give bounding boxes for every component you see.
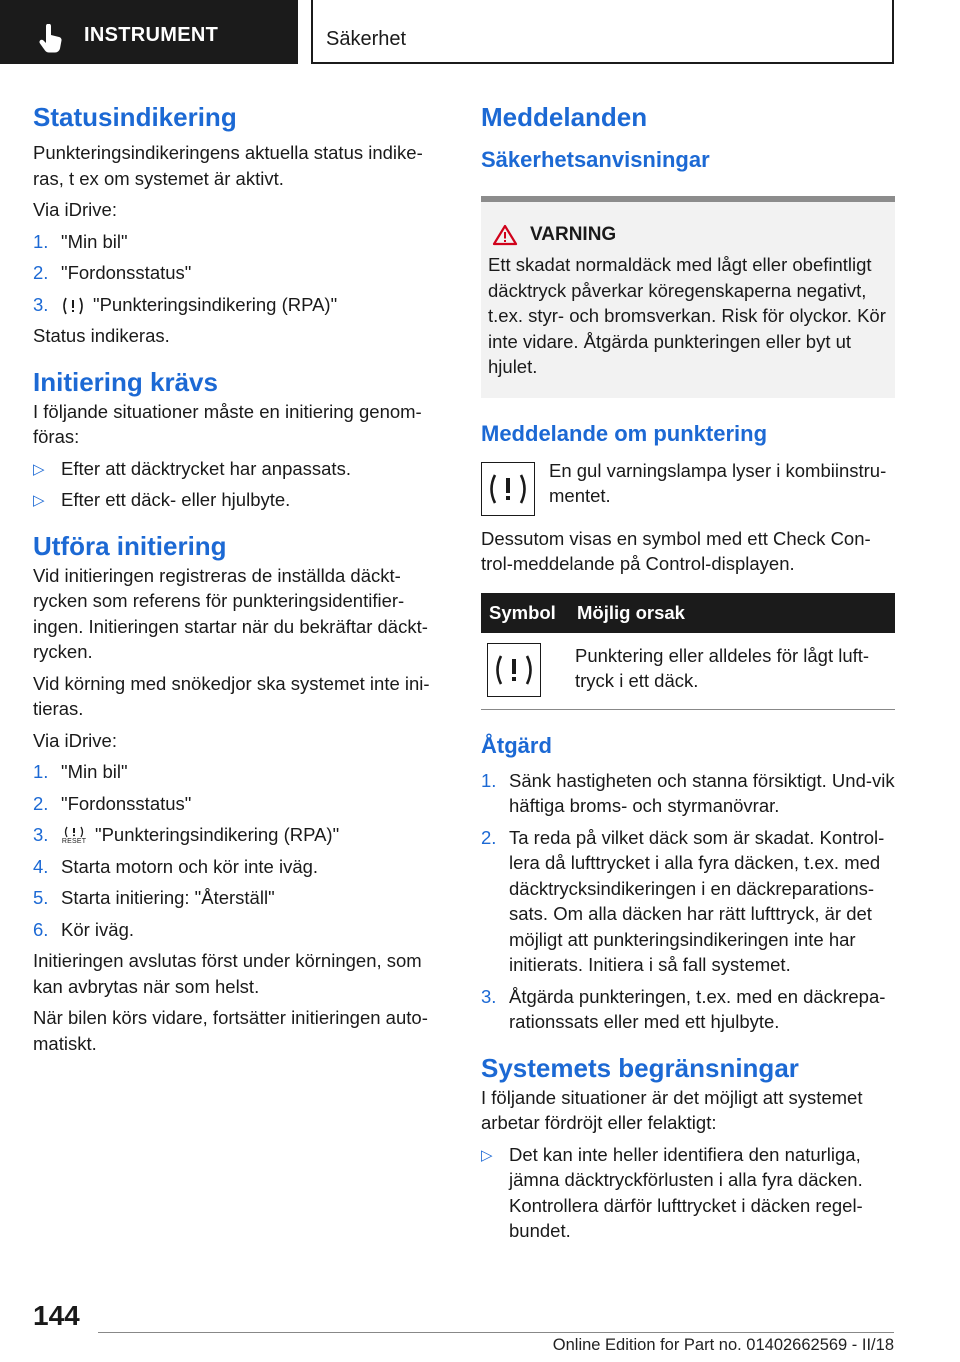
- puncture-message-after: Dessutom visas en symbol med ett Check Con-trol-meddelande på Control-displayen.: [481, 527, 871, 574]
- warning-triangle-icon: [492, 224, 518, 246]
- section-title: Säkerhet: [326, 28, 407, 50]
- perform-steps: [33, 759, 438, 942]
- edition-text: Online Edition for Part no. 01402662569 - II/18: [552, 1336, 894, 1354]
- heading-puncture-message: Meddelande om punktering: [481, 420, 768, 446]
- left-column: [33, 100, 438, 1056]
- heading-messages: Meddelanden: [481, 102, 648, 132]
- warning-title: VARNING: [488, 224, 888, 246]
- tire-pressure-warning-icon: [481, 462, 535, 516]
- table-header-symbol: Symbol: [481, 593, 569, 633]
- list-item: ▷ Efter ett däck- eller hjulbyte.: [33, 487, 438, 513]
- perform-via: Via iDrive:: [33, 729, 117, 751]
- limits-bullets: [481, 1142, 895, 1244]
- perform-p2: Vid körning med snökedjor ska systemet inte ini-tieras.: [33, 672, 430, 719]
- list-item: 1. "Min bil": [33, 761, 128, 782]
- table-cell-cause: Punktering eller alldeles för lågt luft-tryck i ett däck.: [569, 633, 895, 710]
- perform-p1: Vid initieringen registreras de inställda däckt-rycken som referens för punkteringsidentifier-ingen. Initieringen startar när du bekräftar däckt-rycken.: [33, 564, 428, 662]
- tire-pressure-warning-icon: [61, 296, 85, 316]
- table-row: [481, 633, 895, 710]
- list-item: 3. "Punkteringsindikering (RPA)": [33, 293, 338, 315]
- warning-text: Ett skadat normaldäck med lågt eller obefintligt däcktryck påverkar köregenskaperna negativt, t.ex. styr- och bromsverkan. Risk för olyckor. Kör inte vidare. Åtgärda punkteringen eller byt ut hjulet.: [488, 254, 886, 377]
- triangle-bullet-icon: ▷: [33, 492, 45, 509]
- list-item: 3. Åtgärda punkteringen, t.ex. med en däckrepa-rationssats eller med ett hjulbyte.: [481, 985, 886, 1032]
- list-item: 2. "Fordonsstatus": [33, 792, 192, 814]
- heading-safety: Säkerhetsanvisningar: [481, 147, 710, 172]
- list-item: 5. Starta initiering: "Återställ": [33, 887, 275, 908]
- section-header: [311, 0, 894, 64]
- heading-action: Åtgärd: [481, 732, 552, 758]
- limits-intro: I följande situationer är det möjligt att systemet arbetar fördröjt eller felaktigt:: [481, 1086, 863, 1133]
- tire-pressure-reset-icon: RESET: [61, 826, 87, 846]
- list-item: 2. Ta reda på vilket däck som är skadat. Kontrol-lera då lufttrycket i alla fyra däcken, t.ex. med däcktrycksindikeringen i en däckreparations-sats. Om alla däcken har rätt lufttryck, är det möjligt att punkteringsindikeringen inte har initierats. Initiera i så fall systemet.: [481, 826, 885, 975]
- list-item: 1. "Min bil": [33, 230, 128, 252]
- page-number: 144: [33, 1300, 80, 1331]
- hand-pointer-icon: [38, 24, 64, 54]
- init-required-bullets: [33, 456, 438, 513]
- puncture-message-row: [481, 458, 895, 516]
- heading-init-required: Initiering krävs: [33, 366, 218, 397]
- tire-pressure-warning-icon: [487, 643, 541, 697]
- warning-box: [481, 196, 895, 398]
- list-item: 4. Starta motorn och kör inte iväg.: [33, 855, 319, 877]
- chapter-title: INSTRUMENT: [84, 24, 219, 46]
- init-required-intro: I följande situationer måste en initiering genom-föras:: [33, 400, 422, 447]
- chapter-tab: [0, 0, 298, 64]
- status-steps: [33, 229, 438, 318]
- perform-p3: Initieringen avslutas först under körningen, som kan avbrytas när som helst.: [33, 950, 422, 997]
- status-after: Status indikeras.: [33, 325, 170, 346]
- triangle-bullet-icon: ▷: [481, 1146, 493, 1164]
- list-item: ▷ Efter att däcktrycket har anpassats.: [33, 456, 438, 482]
- triangle-bullet-icon: ▷: [33, 460, 45, 478]
- perform-p4: När bilen körs vidare, fortsätter initieringen auto-matiskt.: [33, 1007, 428, 1054]
- list-item: 6. Kör iväg.: [33, 918, 135, 940]
- list-item: 3. RESET "Punkteringsindikering (RPA)": [33, 824, 340, 846]
- right-column: [481, 100, 895, 1244]
- heading-status: Statusindikering: [33, 102, 237, 132]
- list-item: ▷ Det kan inte heller identifiera den naturliga, jämna däcktryckförlusten i alla fyra däcken. Kontrollera därför lufttrycket i däcken regel-bundet.: [481, 1143, 863, 1241]
- action-steps: [481, 768, 895, 1035]
- symbol-table: [481, 593, 895, 710]
- heading-perform-init: Utföra initiering: [33, 530, 227, 561]
- list-item: 1. Sänk hastigheten och stanna försiktigt. Und-vik häftiga broms- och styrmanövrar.: [481, 769, 895, 816]
- footer-divider: [98, 1332, 894, 1333]
- status-intro: Punkteringsindikeringens aktuella status indike-ras, t ex om systemet är aktivt.: [33, 142, 423, 189]
- status-via: Via iDrive:: [33, 199, 117, 220]
- table-header-cause: Möjlig orsak: [569, 593, 895, 633]
- puncture-message-text: En gul varningslampa lyser i kombiinstru-mentet.: [549, 459, 887, 506]
- heading-limits: Systemets begränsningar: [481, 1052, 799, 1083]
- list-item: 2. "Fordonsstatus": [33, 262, 192, 283]
